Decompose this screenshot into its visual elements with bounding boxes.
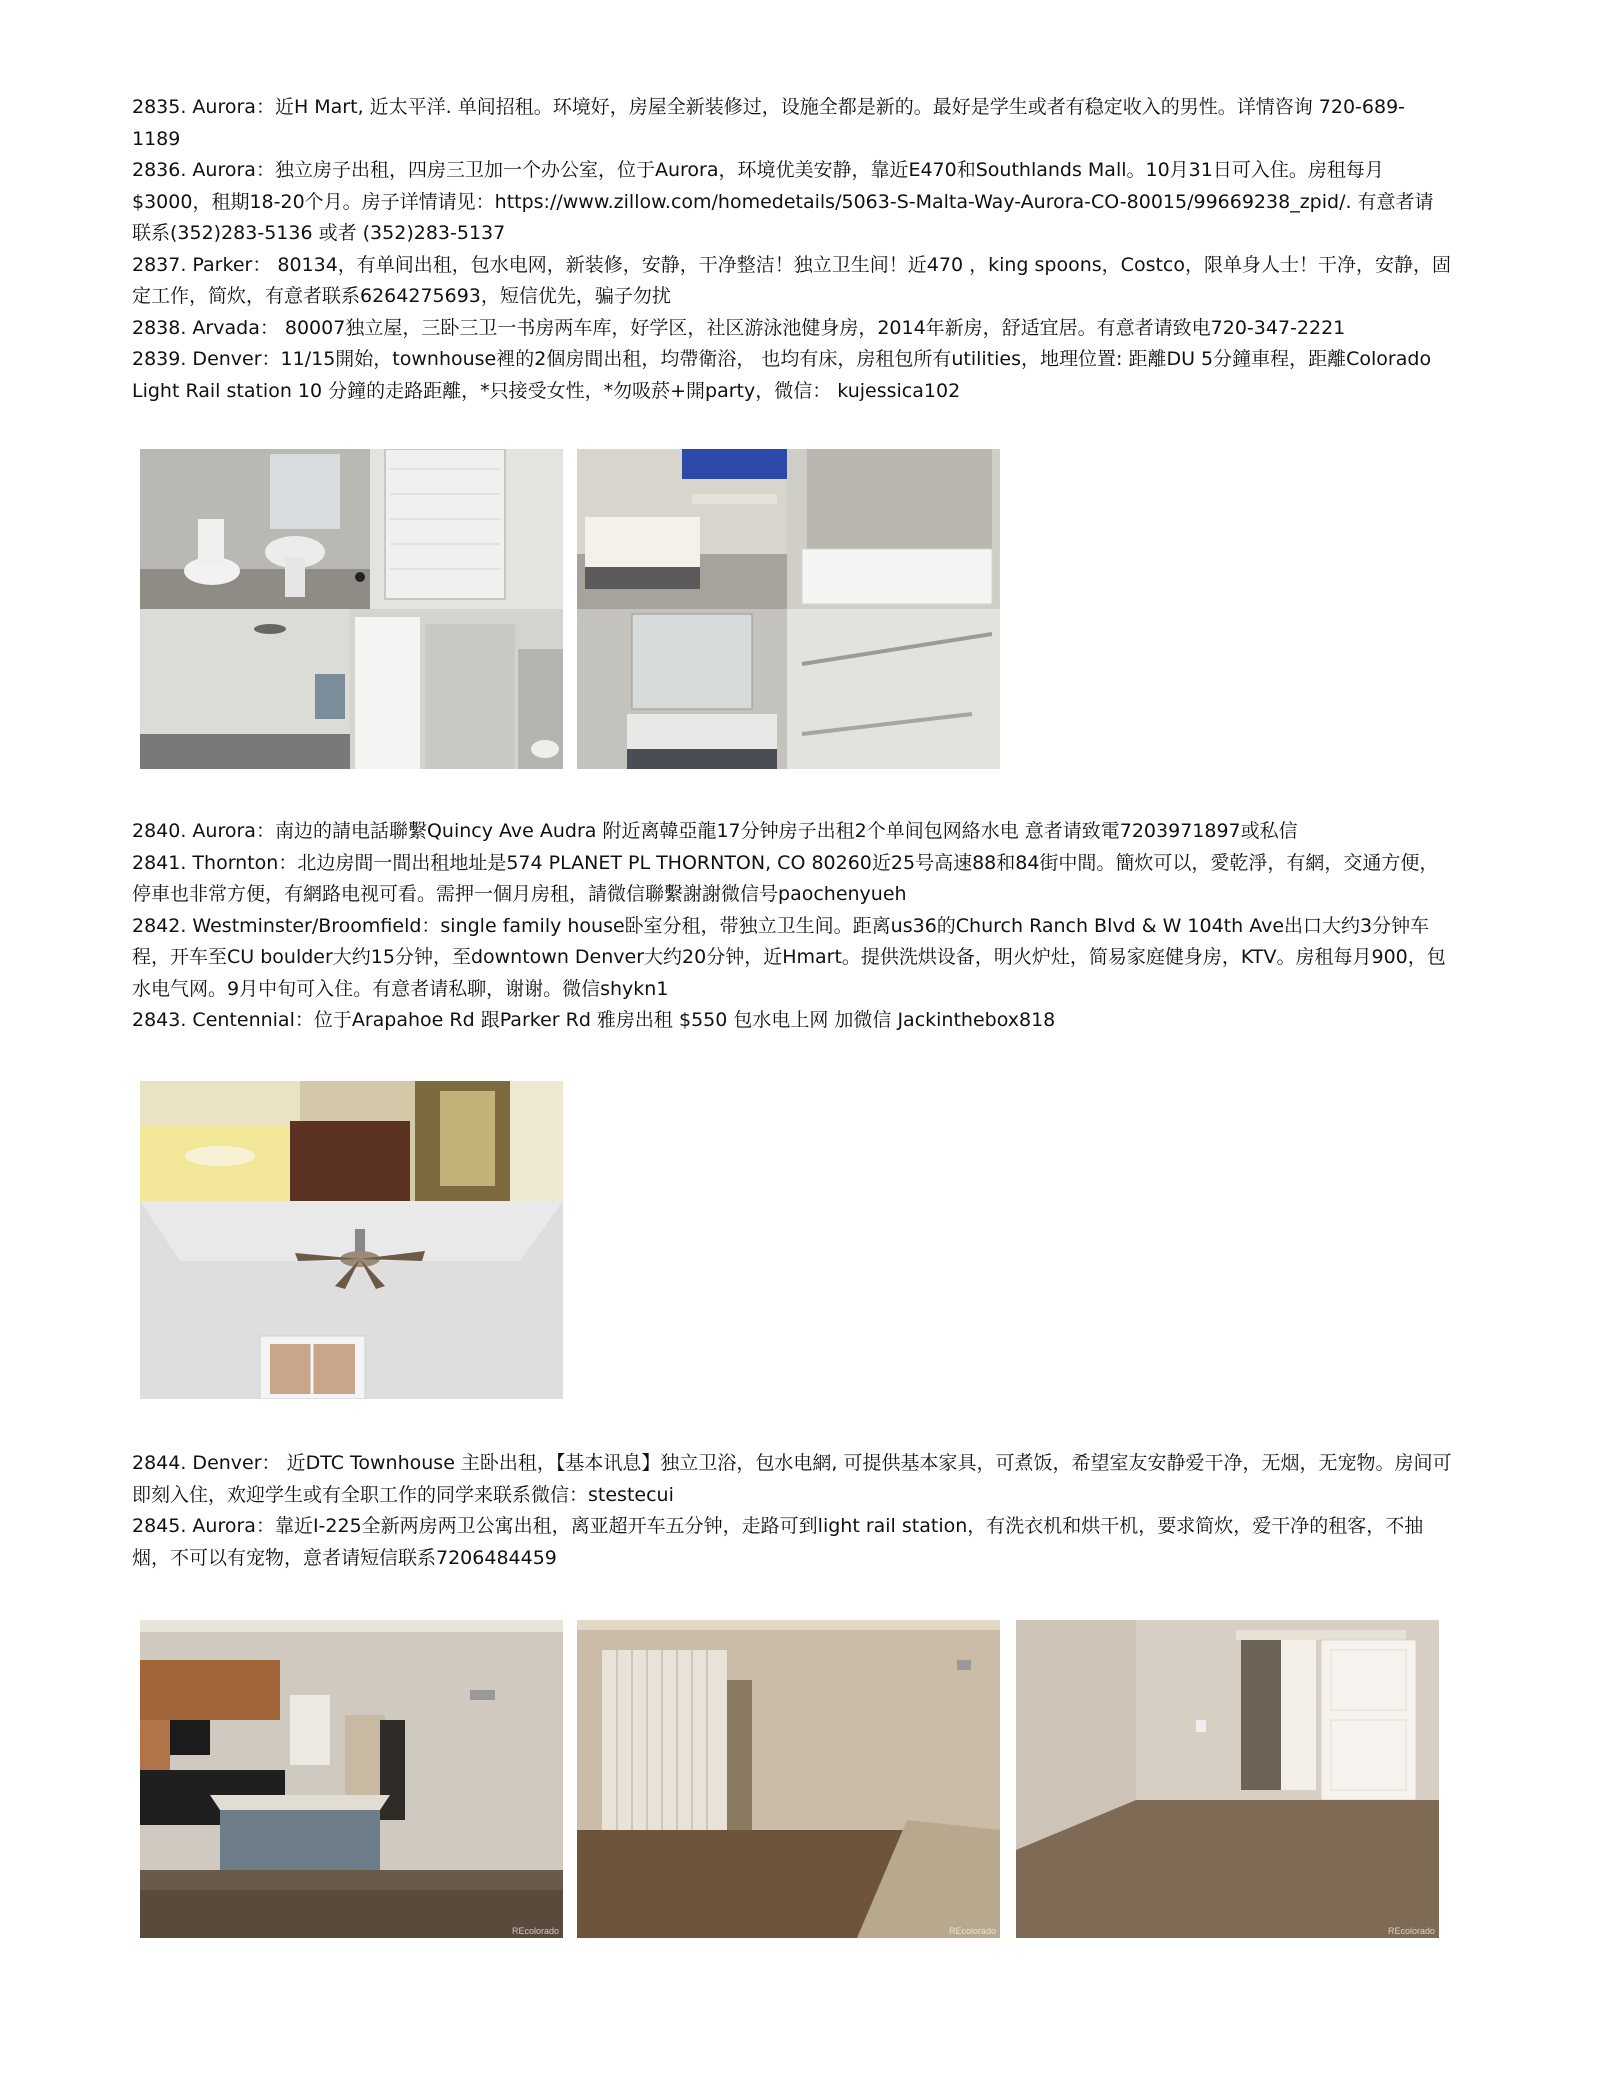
photo-collage-bedroom — [577, 449, 1000, 769]
listing-2839: 2839. Denver：11/15開始，townhouse裡的2個房間出租，均帶衛浴， 也均有床，房租包所有utilities，地理位置: 距離DU 5分鐘車程，距離Colorado Light Rail station 10 分鐘的走路距離，*只接受女性，*勿吸菸+開party，微信： kujessica102 — [132, 348, 1432, 402]
photo-watermark: REcolorado — [1387, 1926, 1435, 1936]
listing-2842: 2842. Westminster/Broomfield：single family house卧室分租，带独立卫生间。距离us36的Church Ranch Blvd & W 104th Ave出口大约3分钟车程，开车至CU boulder大约15分钟，至downtown Denver大约20分钟，近Hmart。提供洗烘设备，明火炉灶，简易家庭健身房，KTV。房租每月900，包水电气网。9月中旬可入住。有意者请私聊，谢谢。微信shykn1 — [132, 914, 1446, 1000]
listing-2840: 2840. Aurora：南边的請电話聯繫Quincy Ave Audra 附近离韓亞龍17分钟房子出租2个单间包网絡水电 意者请致電7203971897或私信 — [132, 820, 1298, 842]
listing-2843: 2843. Centennial：位于Arapahoe Rd 跟Parker Rd 雅房出租 $550 包水电上网 加微信 Jackinthebox818 — [132, 1009, 1056, 1031]
listing-2838: 2838. Arvada： 80007独立屋，三卧三卫一书房两车库，好学区，社区游泳池健身房，2014年新房，舒适宜居。有意者请致电720-347-2221 — [132, 316, 1346, 339]
listing-2837: 2837. Parker： 80134，有单间出租，包水电网，新装修，安静，干净整洁！独立卫生间！近470 ，king spoons，Costco，限单身人士！干净，安静，固定工作，简炊，有意者联系6264275693，短信优先，骗子勿扰 — [132, 253, 1451, 307]
photo-collage-centennial — [140, 1081, 563, 1399]
photo-watermark: REcolorado — [511, 1926, 559, 1936]
listings-group-2 — [132, 816, 1452, 1037]
listing-2835: 2835. Aurora：近H Mart, 近太平洋. 单间招租。环境好，房屋全新装修过，设施全都是新的。最好是学生或者有稳定收入的男性。详情咨询 720-689-1189 — [132, 96, 1406, 150]
photo-collage-bathroom — [140, 449, 563, 769]
listing-2841: 2841. Thornton：北边房間一間出租地址是574 PLANET PL THORNTON, CO 80260近25号高速88和84街中間。簡炊可以，愛乾淨，有網，交通方便，停車也非常方便，有網路电视可看。需押一個月房租，請微信聯繫謝謝微信号paochenyueh — [132, 851, 1439, 905]
photo-bedroom-carpet — [1016, 1620, 1439, 1938]
listing-2836: 2836. Aurora：独立房子出租，四房三卫加一个办公室，位于Aurora，环境优美安静，靠近E470和Southlands Mall。10月31日可入住。房租每月$3000，租期18-20个月。房子详情请见：https://www.zillow.com/homedetails/5063-S-Malta-Way-Aurora-CO-80015/99669238_zpid/. 有意者请联系(352)283-5136 或者 (352)283-5137 — [132, 159, 1434, 244]
listings-group-3 — [132, 1448, 1452, 1574]
photo-living-room — [577, 1620, 1000, 1938]
listing-2844: 2844. Denver： 近DTC Townhouse 主卧出租，【基本讯息】独立卫浴，包水电網, 可提供基本家具，可煮饭，希望室友安静爱干净，无烟，无宠物。房间可即刻入住，欢迎学生或有全职工作的同学来联系微信：stestecui — [132, 1452, 1452, 1506]
photo-kitchen — [140, 1620, 563, 1938]
listing-2845: 2845. Aurora：靠近I-225全新两房两卫公寓出租，离亚超开车五分钟，走路可到light rail station，有洗衣机和烘干机，要求简炊，爱干净的租客，不抽烟，不可以有宠物，意者请短信联系7206484459 — [132, 1515, 1424, 1569]
listings-group-1 — [132, 92, 1452, 407]
photo-watermark: REcolorado — [948, 1926, 996, 1936]
